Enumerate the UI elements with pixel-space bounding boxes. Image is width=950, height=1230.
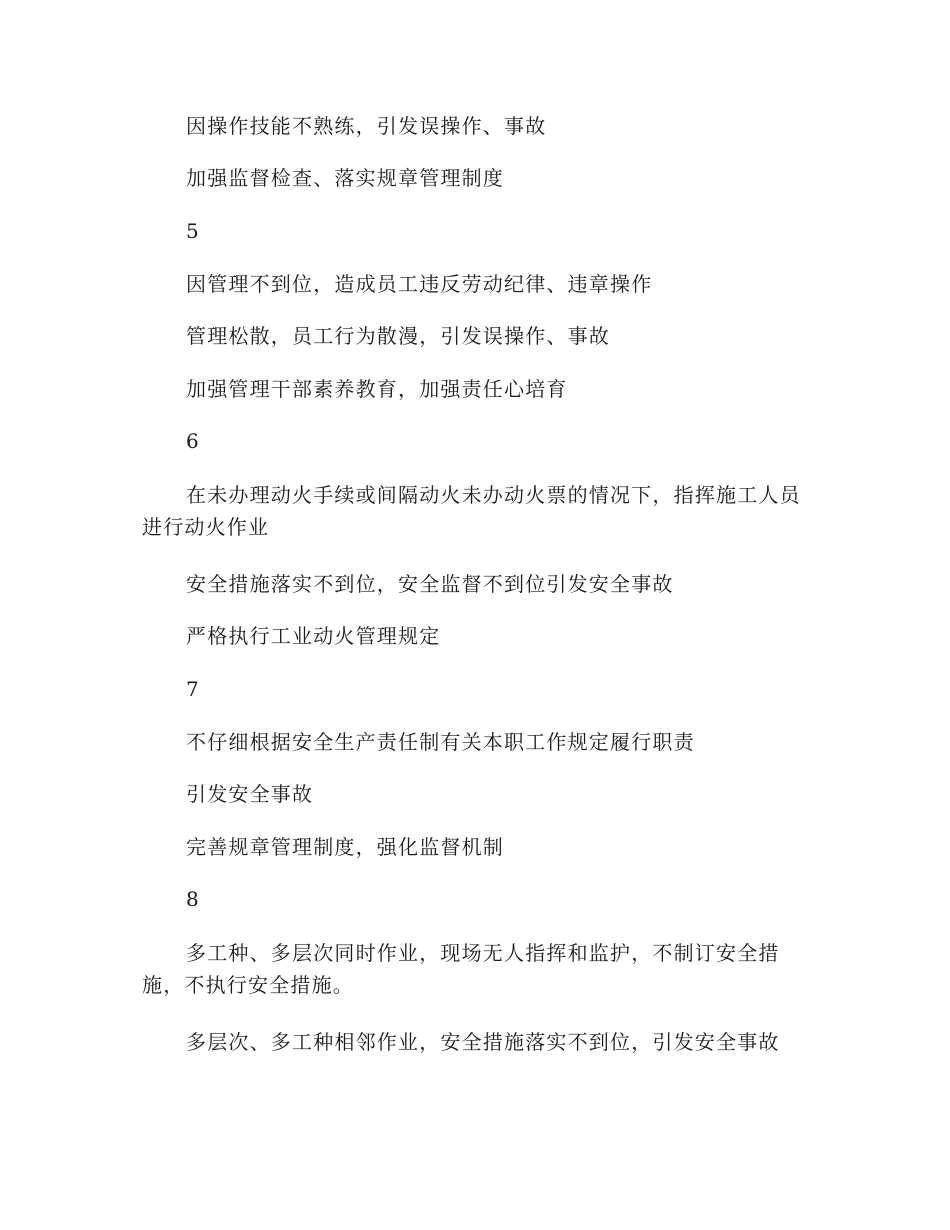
paragraph-management-consequence: 管理松散，员工行为散漫，引发误操作、事故 — [186, 324, 610, 348]
paragraph-multi-work-hazard: 多工种、多层次同时作业，现场无人指挥和监护，不制订安全措施，不执行安全措施。 — [142, 941, 780, 997]
item-number-8: 8 — [186, 887, 200, 911]
item-number-7: 7 — [186, 677, 200, 701]
paragraph-responsibility-hazard: 不仔细根据安全生产责任制有关本职工作规定履行职责 — [186, 730, 695, 754]
paragraph-management-measure: 加强管理干部素养教育，加强责任心培育 — [186, 377, 568, 401]
item-number-5: 5 — [186, 219, 200, 243]
paragraph-hot-work-consequence: 安全措施落实不到位，安全监督不到位引发安全事故 — [186, 572, 674, 596]
paragraph-hot-work-measure: 严格执行工业动火管理规定 — [186, 624, 441, 648]
paragraph-management-hazard: 因管理不到位，造成员工违反劳动纪律、违章操作 — [186, 272, 653, 296]
paragraph-unskilled-operation-risk: 因操作技能不熟练，引发误操作、事故 — [186, 114, 547, 138]
paragraph-hot-work-hazard: 在未办理动火手续或间隔动火未办动火票的情况下，指挥施工人员进行动火作业 — [142, 483, 801, 539]
paragraph-responsibility-measure: 完善规章管理制度，强化监督机制 — [186, 835, 504, 859]
paragraph-multi-work-consequence: 多层次、多工种相邻作业，安全措施落实不到位，引发安全事故 — [186, 1030, 780, 1054]
paragraph-responsibility-consequence: 引发安全事故 — [186, 782, 314, 806]
item-number-6: 6 — [186, 429, 200, 453]
paragraph-supervision-measure: 加强监督检查、落实规章管理制度 — [186, 166, 504, 190]
